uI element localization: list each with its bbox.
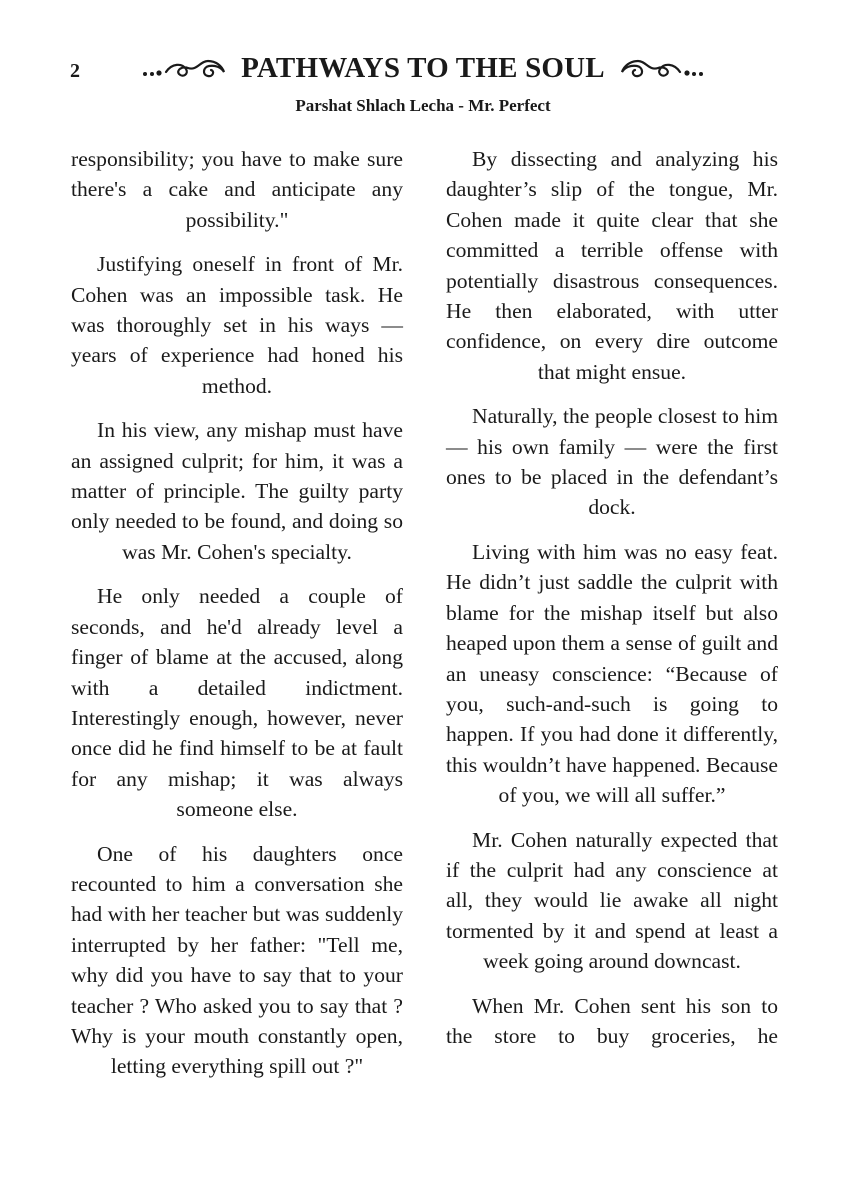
paragraph: Naturally, the people closest to him — his own family — were the first ones to be placed in the defendant’s dock.	[446, 404, 778, 520]
paragraph: One of his daughters once recounted to him a conversation she had with her teacher but was suddenly interrupted by her father: "Tell me, why did you have to say that to your teacher ? Who asked you to say that ? Why is your mouth constantly open, letting everything spill out ?"	[71, 841, 403, 1079]
left-flourish-ornament-icon	[142, 55, 228, 81]
paragraph: When Mr. Cohen sent his son to the store to buy groceries, he	[446, 993, 778, 1048]
right-flourish-ornament-icon	[618, 55, 704, 81]
paragraph: Justifying oneself in front of Mr. Cohen was an impossible task. He was thoroughly set in his ways — years of experience had honed his method.	[71, 252, 403, 398]
paragraph: responsibility; you have to make sure there's a cake and anticipate any possibility."	[71, 147, 403, 232]
running-header	[0, 50, 846, 85]
paragraph: By dissecting and analyzing his daughter’s slip of the tongue, Mr. Cohen made it quite clear that she committed a terrible offense with potentially disastrous consequences. He then elaborated, with utter confidence, on every dire outcome that might ensue.	[446, 147, 778, 384]
paragraph: He only needed a couple of seconds, and he'd already level a finger of blame at the accused, along with a detailed indictment. Interestingly enough, however, never once did he find himself to be at fault for any mishap; it was always someone else.	[71, 584, 403, 822]
page-number: 2	[70, 60, 80, 82]
paragraph: In his view, any mishap must have an assigned culprit; for him, it was a matter of principle. The guilty party only needed to be found, and doing so was Mr. Cohen's specialty.	[71, 418, 403, 564]
right-column	[446, 144, 778, 1065]
article-subtitle: Parshat Shlach Lecha - Mr. Perfect	[295, 96, 551, 115]
header-title: PATHWAYS TO THE SOUL	[241, 51, 605, 84]
paragraph: Mr. Cohen naturally expected that if the culprit had any conscience at all, they would lie awake all night tormented by it and spend at least a week going around downcast.	[446, 827, 778, 974]
left-column	[71, 144, 403, 1096]
paragraph: Living with him was no easy feat. He didn’t just saddle the culprit with blame for the mishap itself but also heaped upon them a sense of guilt and an uneasy conscience: “Because of you, such-and-such is going to happen. If you had done it differently, this wouldn’t have happened. Because of you, we will all suffer.”	[446, 539, 778, 808]
